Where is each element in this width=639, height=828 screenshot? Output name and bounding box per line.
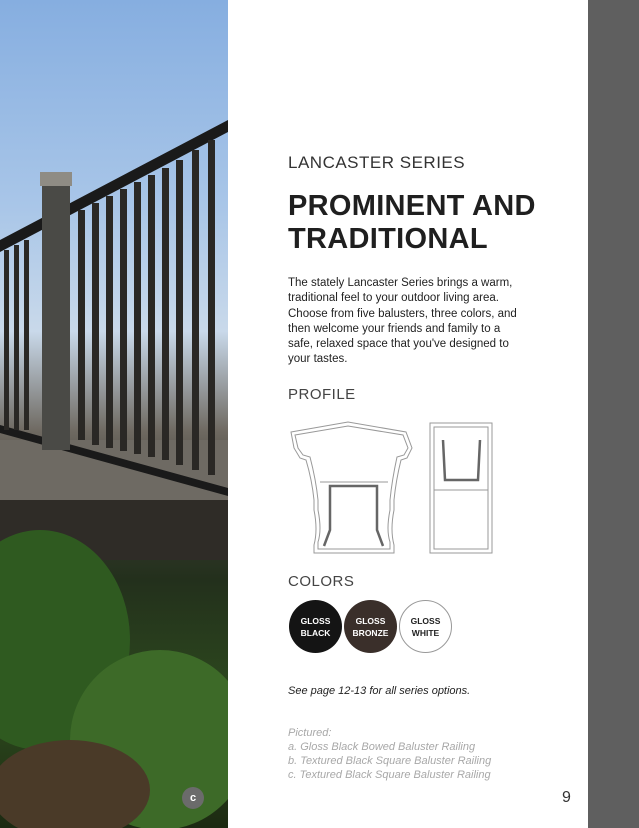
swatch-label: WHITE: [411, 627, 440, 638]
swatch-label: GLOSS: [300, 615, 331, 626]
swatch-label: BRONZE: [352, 627, 389, 638]
profile-diagram: [286, 420, 496, 555]
series-name: LANCASTER SERIES: [288, 153, 466, 172]
photo-label-badge: c: [182, 787, 204, 809]
title-line-1: PROMINENT AND: [288, 190, 536, 222]
colors-heading: COLORS: [288, 573, 355, 590]
pictured-item: b. Textured Black Square Baluster Railing: [288, 755, 492, 767]
page-title: [288, 190, 536, 256]
pictured-item: a. Gloss Black Bowed Baluster Railing: [288, 741, 476, 753]
swatch-label: BLACK: [300, 627, 331, 638]
swatch-label: GLOSS: [410, 615, 441, 626]
pictured-item: c. Textured Black Square Baluster Railing: [288, 769, 491, 781]
railing-photo: [0, 0, 228, 828]
profile-heading: PROFILE: [288, 386, 356, 403]
swatch-gloss-bronze: [344, 600, 397, 653]
railing-illustration: [0, 0, 228, 828]
pictured-heading: Pictured:: [288, 727, 332, 739]
page-number: 9: [562, 789, 571, 806]
title-line-2: TRADITIONAL: [288, 223, 488, 255]
pictured-list: [288, 726, 491, 782]
description-text: The stately Lancaster Series brings a warm, traditional feel to your outdoor living area. Choose from five balusters, three colors, and then welcome your friends and family to a safe, relaxed space that you've designed to your tastes.: [288, 277, 517, 366]
swatch-label: GLOSS: [355, 615, 386, 626]
swatch-gloss-black: [289, 600, 342, 653]
page-edge-bar: [588, 0, 639, 828]
swatch-gloss-white: [399, 600, 452, 653]
color-swatches: [289, 600, 454, 653]
series-options-note: See page 12-13 for all series options.: [288, 685, 471, 697]
